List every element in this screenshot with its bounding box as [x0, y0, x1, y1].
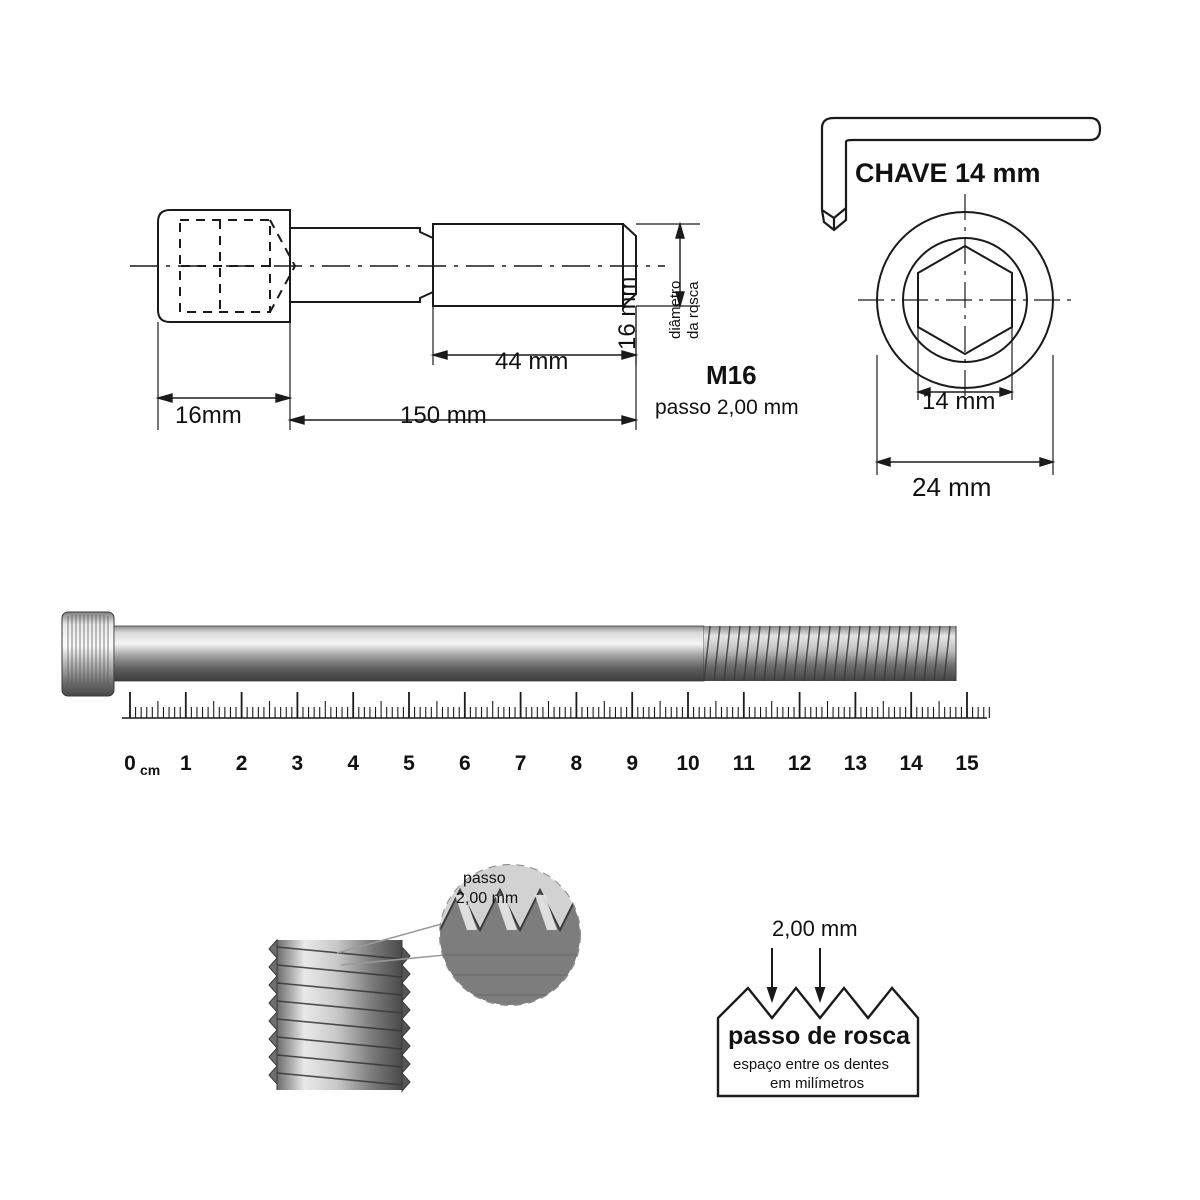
ruler-tick-label: 6: [458, 752, 471, 775]
pitch-measure-label: 2,00 mm: [772, 916, 858, 941]
pitch-legend-subtitle-line2: em milímetros: [770, 1075, 865, 1092]
ruler-tick-label: 5: [403, 752, 415, 775]
thread-diameter-value-label: 16 mm: [614, 276, 641, 350]
ruler-tick-label: 4: [347, 752, 360, 775]
socket-size-dimension-label: 14 mm: [922, 388, 996, 415]
ruler-tick-label: 13: [843, 752, 868, 775]
thread-pitch-spec-label: passo 2,00 mm: [655, 396, 799, 419]
ruler-tick-label: 3: [291, 752, 304, 775]
thread-macro-detail: [255, 835, 605, 1125]
ruler-tick-label: 11: [732, 752, 755, 775]
ruler-scale: [50, 690, 1010, 750]
thread-designation-label: M16: [706, 360, 757, 390]
ruler-tick-label: 1: [179, 752, 192, 775]
thread-diameter-caption-line2: da rosca: [685, 281, 702, 339]
ruler-unit-label: cm: [140, 762, 161, 778]
ruler-number-row: [0, 752, 1200, 782]
ruler-tick-label: 8: [570, 752, 583, 775]
allen-wrench-size-label: CHAVE 14 mm: [855, 158, 1041, 188]
thread-length-dimension-label: 44 mm: [495, 348, 569, 375]
ruler-tick-label: 12: [787, 752, 812, 775]
ruler-tick-label: 9: [626, 752, 639, 775]
ruler-tick-label: 15: [955, 752, 979, 775]
ruler-tick-label: 10: [676, 752, 700, 775]
head-length-dimension-label: 16mm: [175, 402, 242, 429]
pitch-legend-subtitle-line1: espaço entre os dentes: [733, 1056, 889, 1073]
pitch-callout-line1: passo: [463, 870, 506, 887]
pitch-callout-line2: 2,00 mm: [456, 890, 519, 907]
pitch-legend-title: passo de rosca: [728, 1022, 911, 1050]
total-length-dimension-label: 150 mm: [400, 402, 487, 429]
ruler-tick-label: 0: [124, 752, 136, 775]
head-diameter-dimension-label: 24 mm: [912, 472, 992, 502]
ruler-tick-label: 2: [235, 752, 248, 775]
ruler-tick-label: 7: [514, 752, 527, 775]
thread-diameter-caption-line1: diâmetro: [667, 280, 684, 339]
ruler-tick-label: 14: [899, 752, 923, 775]
